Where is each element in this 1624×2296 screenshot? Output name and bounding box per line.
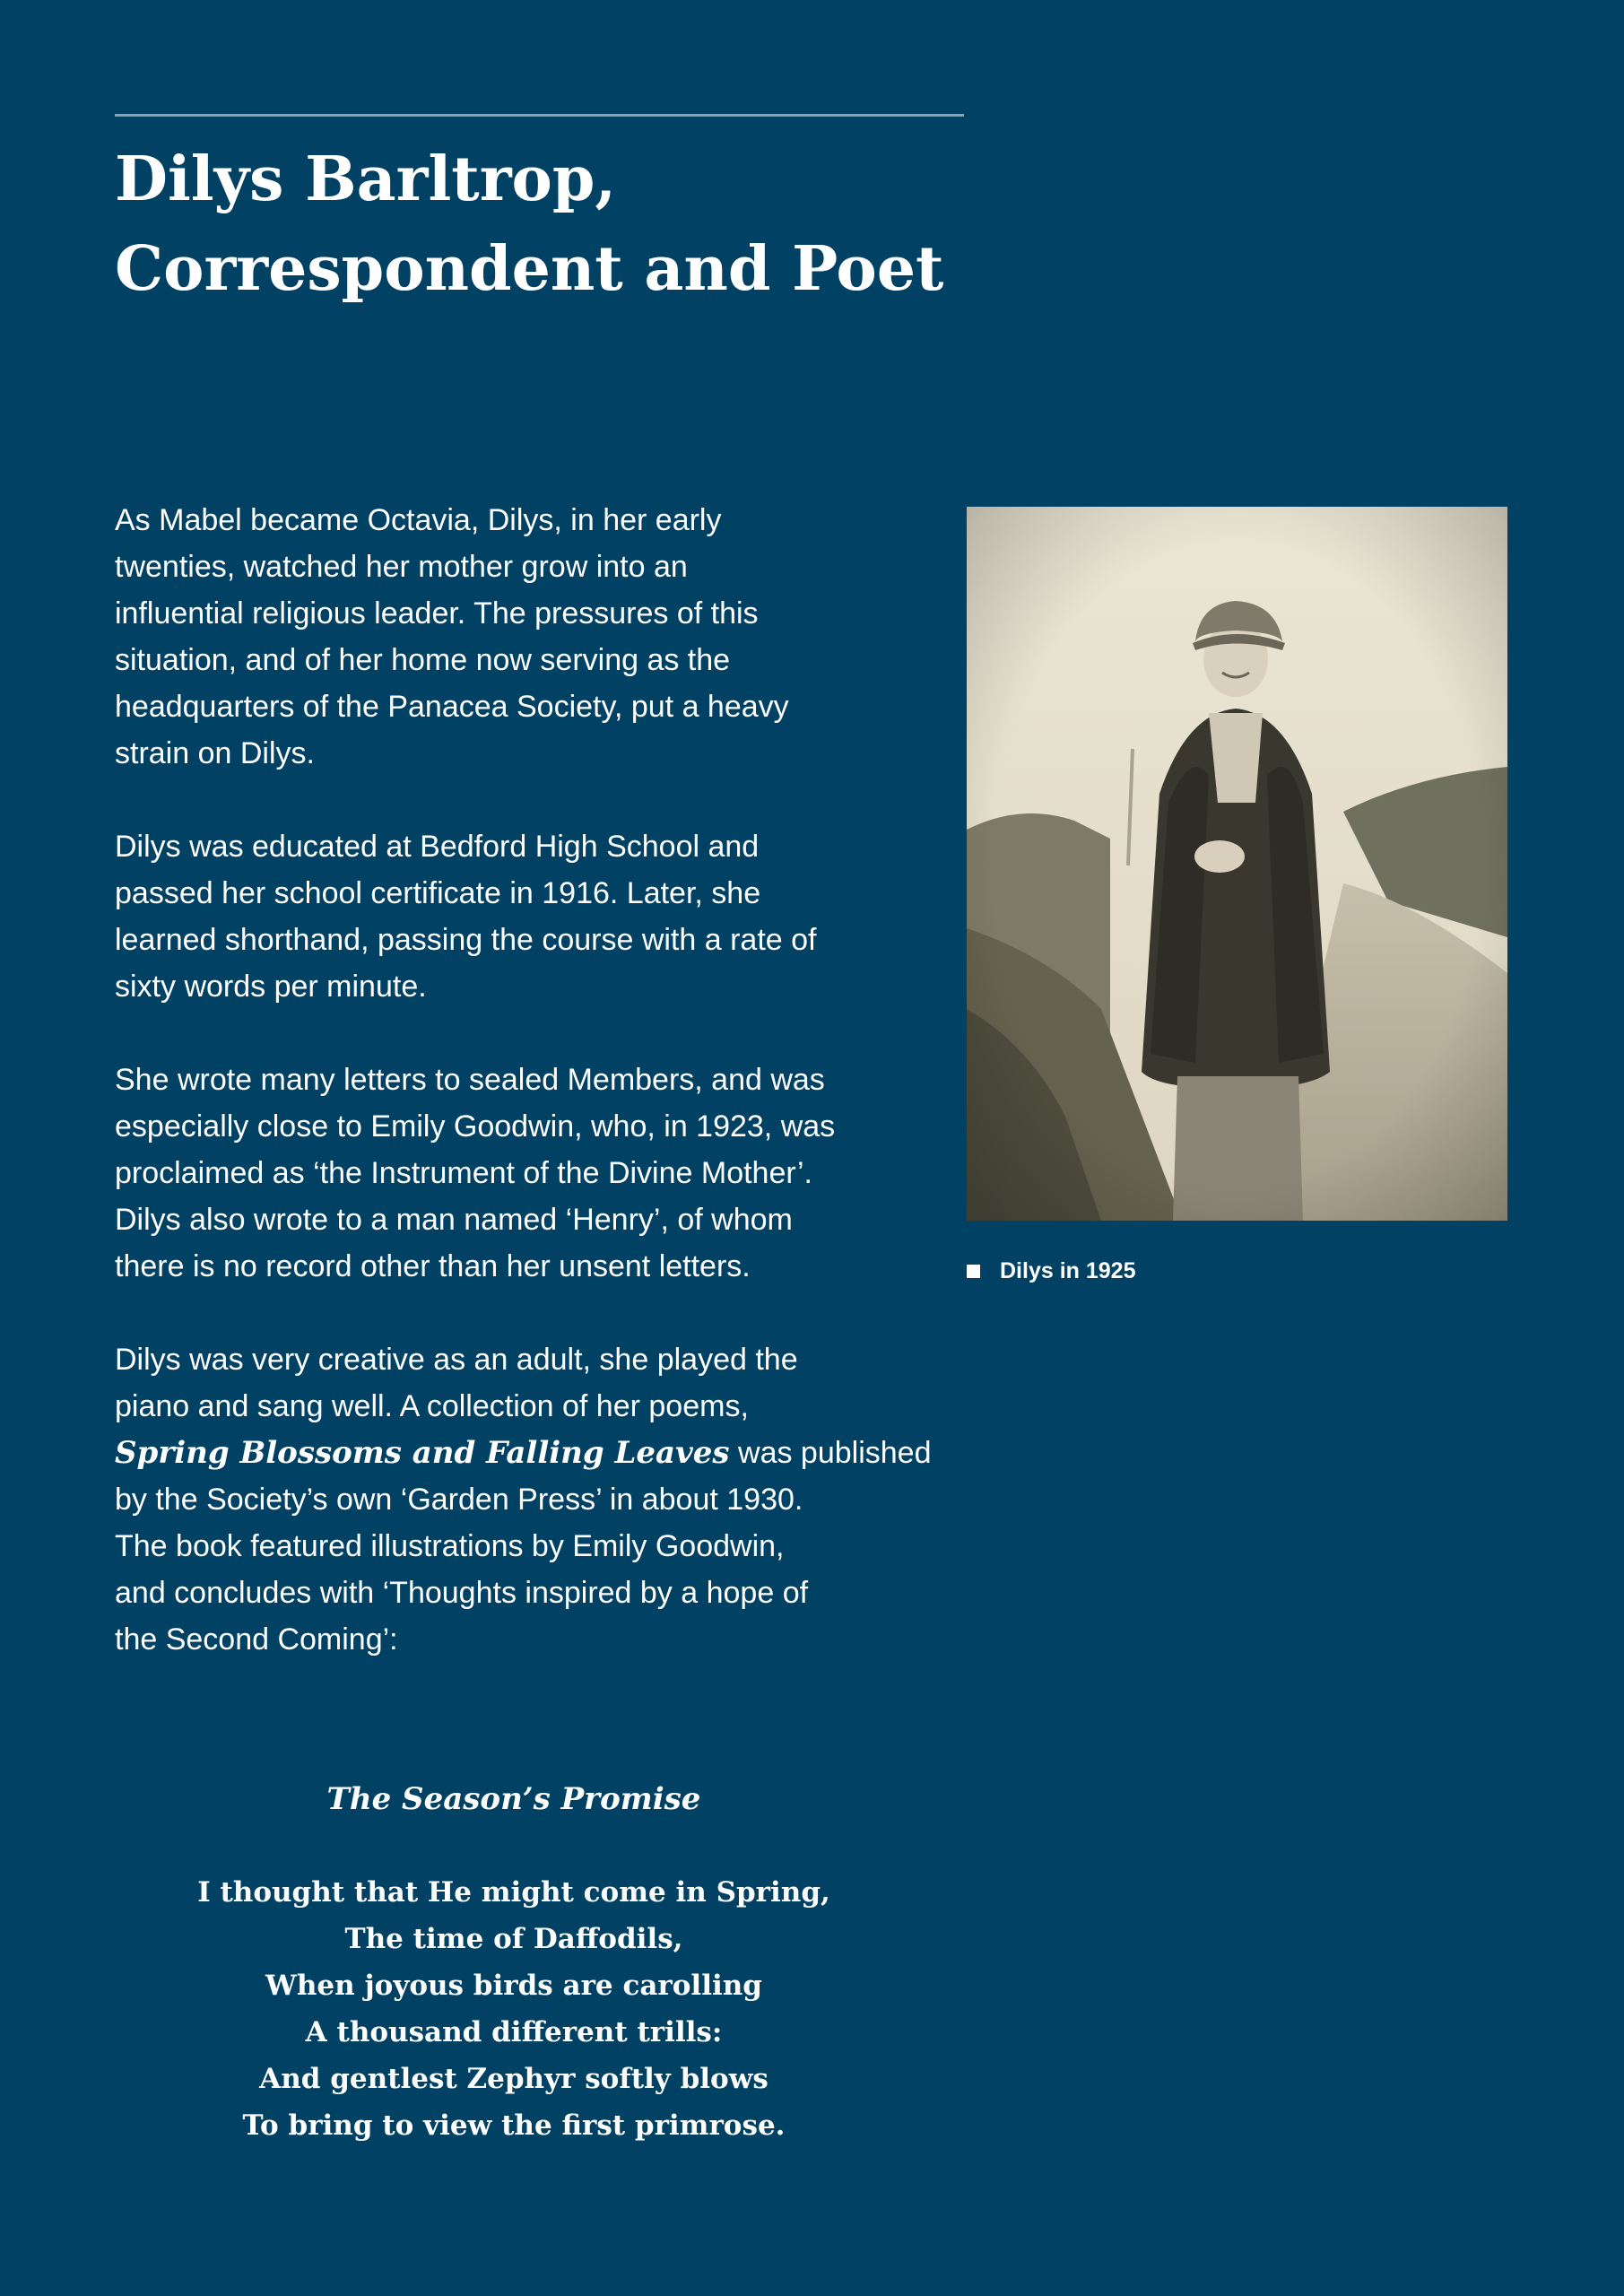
poem-line: I thought that He might come in Spring,	[197, 1876, 830, 1909]
photo-caption-text: Dilys in 1925	[1000, 1257, 1136, 1283]
paragraph-line: piano and sang well. A collection of her poems,	[115, 1389, 749, 1423]
portrait-photo	[967, 507, 1507, 1221]
poem-line: To bring to view the first primrose.	[242, 2109, 786, 2142]
paragraph-line: learned shorthand, passing the course with a rate of	[115, 923, 817, 957]
poem-line: And gentlest Zephyr softly blows	[259, 2063, 769, 2095]
paragraph-line: by the Society’s own ‘Garden Press’ in about 1930.	[115, 1483, 803, 1517]
paragraph-line: sixty words per minute.	[115, 970, 427, 1004]
body-text	[115, 497, 932, 1709]
paragraph-line: She wrote many letters to sealed Members, and was	[115, 1063, 825, 1097]
paragraph-line: especially close to Emily Goodwin, who, in 1923, was	[115, 1109, 836, 1144]
paragraph-line: twenties, watched her mother grow into an	[115, 550, 688, 584]
paragraph-line: Dilys also wrote to a man named ‘Henry’, of whom	[115, 1203, 793, 1237]
paragraph-line: and concludes with ‘Thoughts inspired by a hope of	[115, 1576, 809, 1610]
poem-line: When joyous birds are carolling	[265, 1970, 762, 2002]
header-rule	[115, 114, 964, 117]
book-title: Spring Blossoms and Falling Leaves	[115, 1435, 730, 1471]
paragraph-line: situation, and of her home now serving as the	[115, 643, 731, 677]
caption-bullet-icon	[967, 1265, 980, 1278]
paragraph-line: there is no record other than her unsent letters.	[115, 1249, 751, 1283]
poem-line: A thousand different trills:	[305, 2016, 723, 2048]
paragraph-line: Dilys was very creative as an adult, she played the	[115, 1343, 798, 1377]
paragraph-line: headquarters of the Panacea Society, put a heavy	[115, 690, 789, 724]
poem	[115, 1776, 913, 2149]
paragraph-line: proclaimed as ‘the Instrument of the Divine Mother’.	[115, 1156, 812, 1190]
paragraph-line	[115, 1430, 932, 1476]
portrait-photo-illustration	[967, 507, 1507, 1221]
paragraph-line: passed her school certificate in 1916. Later, she	[115, 876, 761, 910]
paragraph-line: influential religious leader. The pressures of this	[115, 596, 759, 631]
page-title-line-2: Correspondent and Poet	[115, 233, 944, 305]
paragraph-2	[115, 823, 922, 1010]
page-title-line-1: Dilys Barltrop,	[115, 144, 617, 215]
photo-caption	[967, 1257, 1135, 1284]
poem-line: The time of Daffodils,	[344, 1923, 683, 1955]
paragraph-line: the Second Coming’:	[115, 1622, 398, 1657]
paragraph-1	[115, 497, 922, 777]
paragraph-4	[115, 1336, 932, 1663]
poem-title: The Season’s Promise	[326, 1781, 701, 1817]
paragraph-line: strain on Dilys.	[115, 736, 315, 770]
paragraph-line: The book featured illustrations by Emily Goodwin,	[115, 1529, 785, 1563]
paragraph-3	[115, 1057, 922, 1290]
paragraph-line: Dilys was educated at Bedford High School and	[115, 830, 760, 864]
poem-lines	[115, 1869, 913, 2149]
page-title	[115, 135, 1101, 314]
paragraph-line-rest: was published	[729, 1436, 932, 1470]
paragraph-line: As Mabel became Octavia, Dilys, in her early	[115, 503, 722, 537]
